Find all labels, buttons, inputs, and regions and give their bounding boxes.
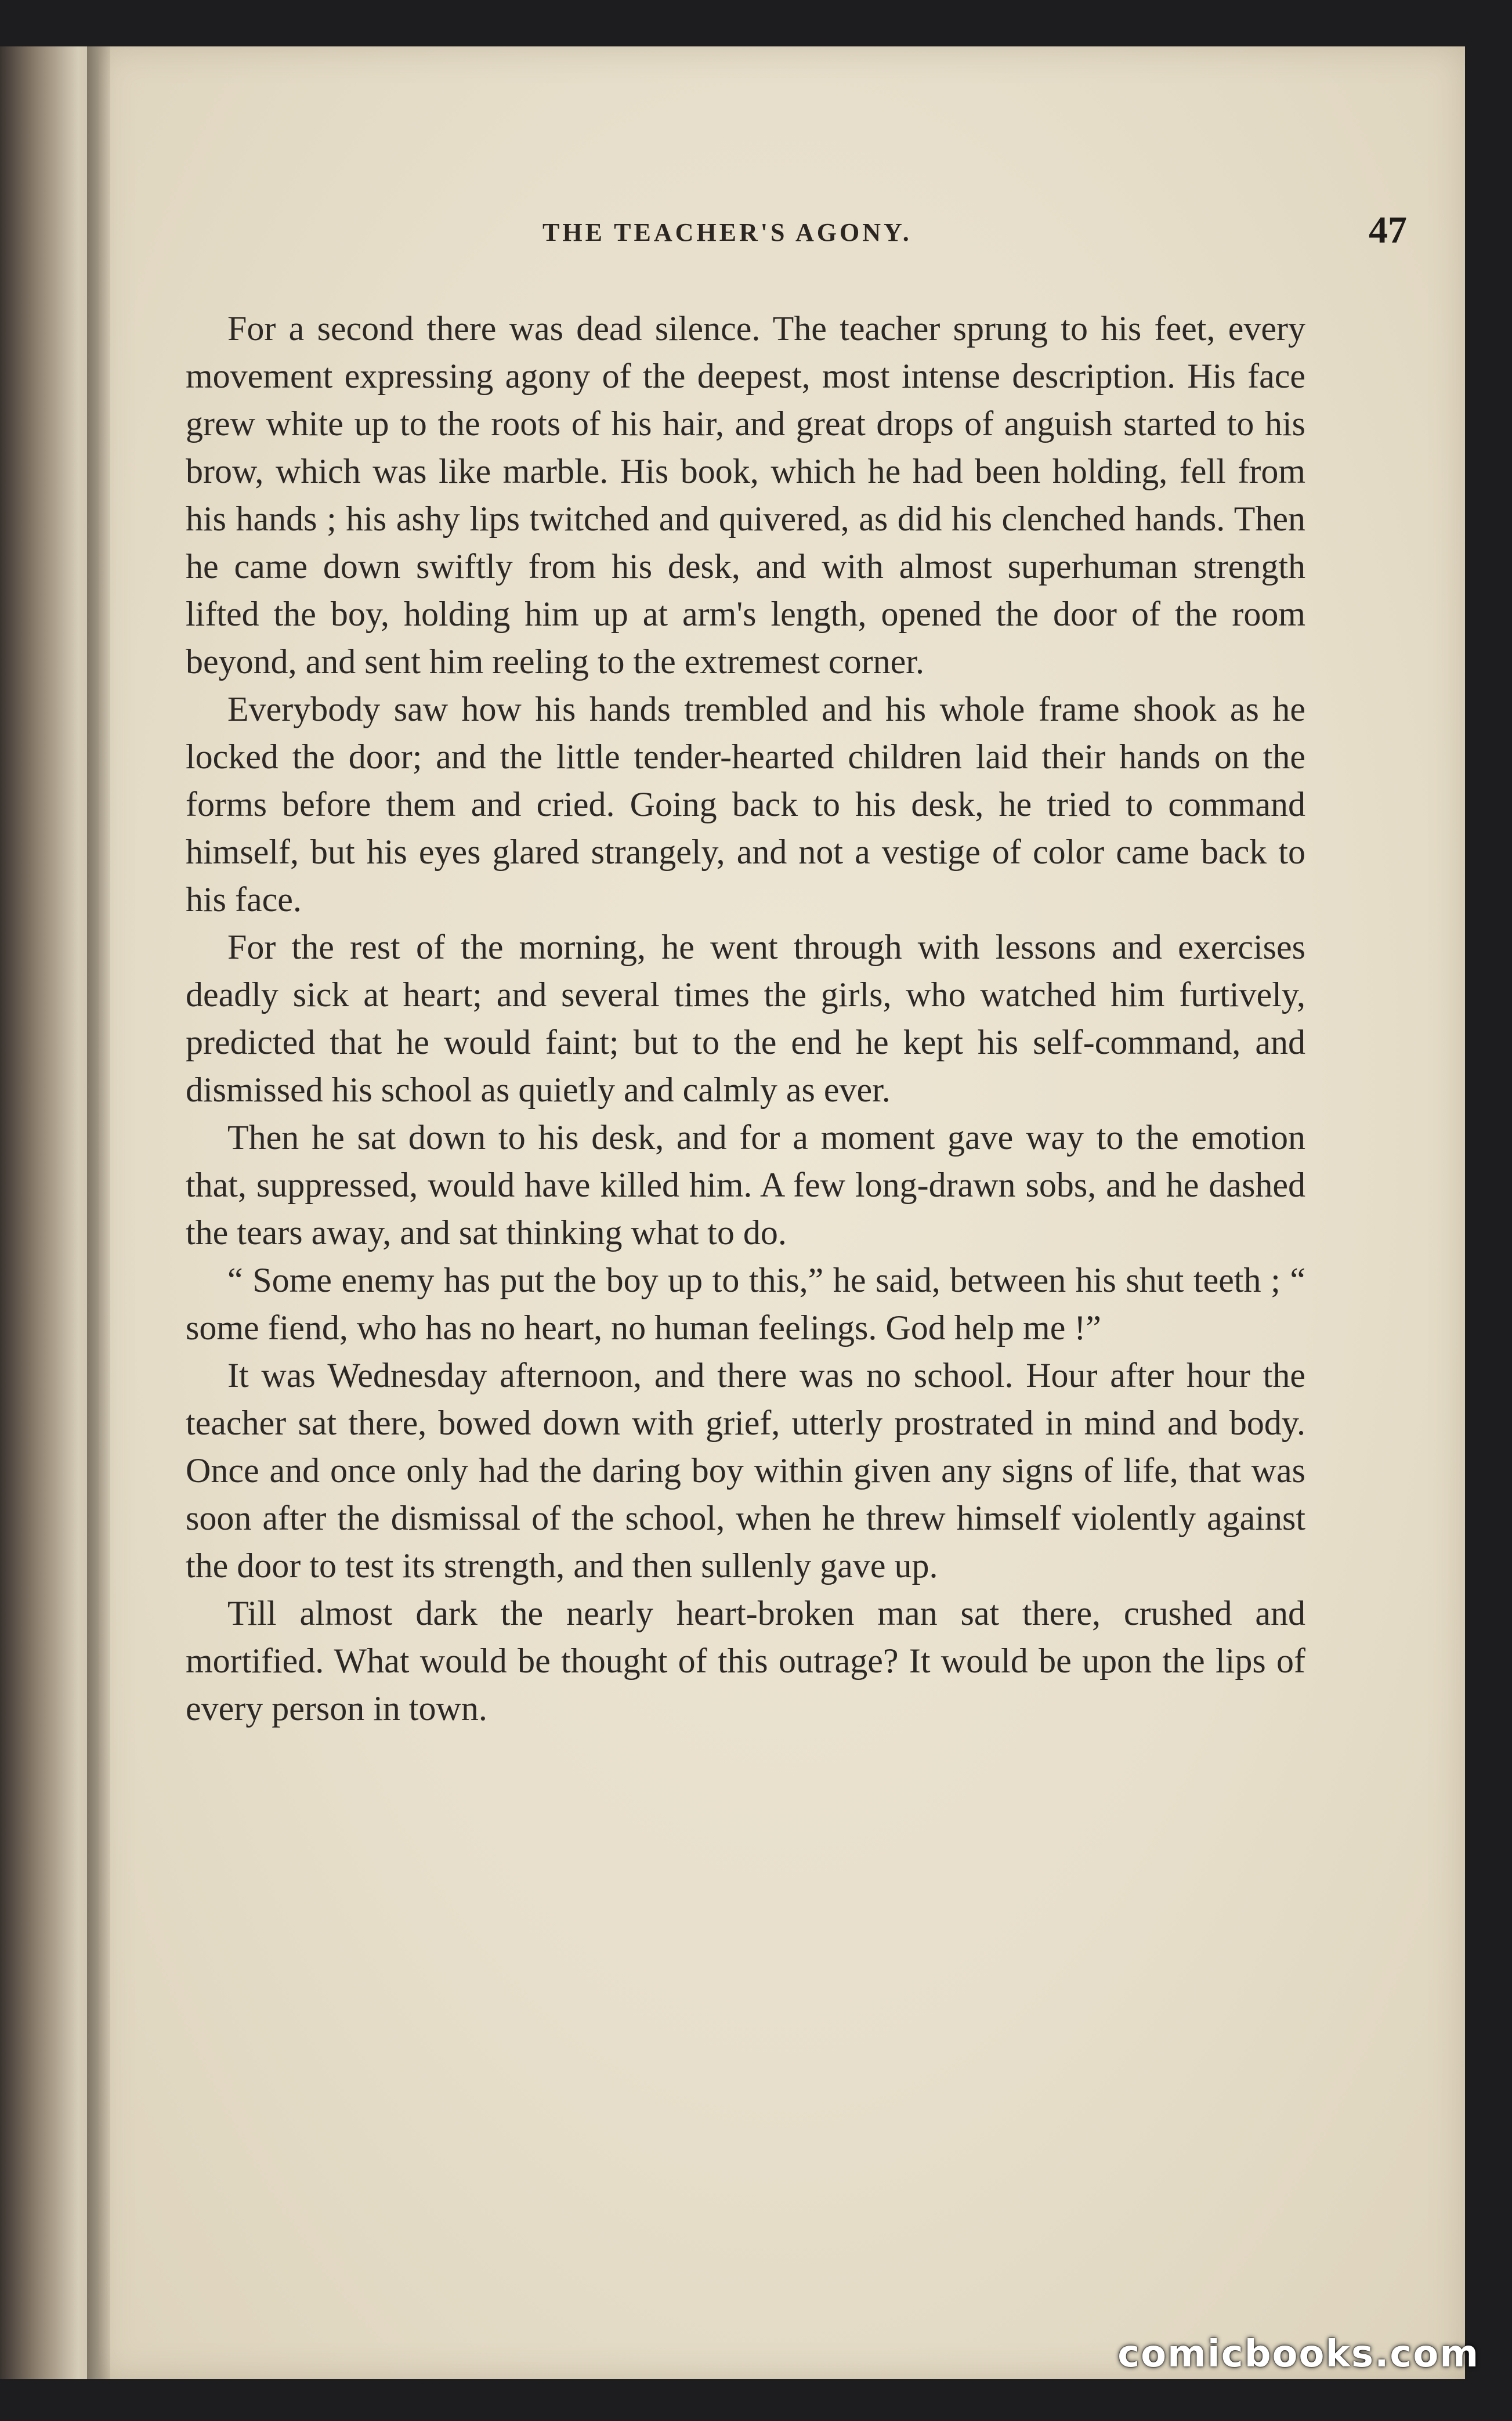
page-body	[186, 305, 1305, 1732]
paragraph: “ Some enemy has put the boy up to this,” he said, between his shut teeth ; “ some fiend, who has no heart, no human feelings. God help me !”	[186, 1261, 1305, 1347]
running-head: THE TEACHER'S AGONY.	[542, 218, 912, 247]
site-watermark: comicbooks.com	[1117, 2333, 1480, 2376]
paragraph: Till almost dark the nearly heart-broken man sat there, crushed and mortified. What would be thought of this outrage? It would be upon the lips of every person in town.	[186, 1594, 1305, 1728]
paragraph: It was Wednesday afternoon, and there was no school. Hour after hour the teacher sat there, bowed down with grief, utterly prostrated in mind and body. Once and once only had the daring boy within given any signs of life, that was soon after the dismissal of the school, when he threw himself violently against the door to test its strength, and then sullenly gave up.	[186, 1356, 1305, 1585]
page-header	[99, 165, 1465, 251]
page-number: 47	[1369, 209, 1407, 251]
paragraph: Everybody saw how his hands trembled and his whole frame shook as he locked the door; and the little tender-hearted children laid their hands on the forms before them and cried. Going back to his desk, he tried to command himself, but his eyes glared strangely, and not a vestige of color came back to his face.	[186, 690, 1305, 919]
paragraph: For the rest of the morning, he went through with lessons and exercises deadly sick at heart; and several times the girls, who watched him furtively, predicted that he would faint; but to the end he kept his self-command, and dismissed his school as quietly and calmly as ever.	[186, 928, 1305, 1109]
book-page	[99, 46, 1465, 2379]
paragraph: For a second there was dead silence. The teacher sprung to his feet, every movement expressing agony of the deepest, most intense description. His face grew white up to the roots of his hair, and great drops of anguish started to his brow, which was like marble. His book, which he had been holding, fell from his hands ; his ashy lips twitched and quivered, as did his clenched hands. Then he came down swiftly from his desk, and with almost superhuman strength lifted the boy, holding him up at arm's length, opened the door of the room beyond, and sent him reeling to the extremest corner.	[186, 309, 1305, 681]
page-gutter-shadow	[87, 46, 110, 2379]
paragraph: Then he sat down to his desk, and for a moment gave way to the emotion that, suppressed, would have killed him. A few long-drawn sobs, and he dashed the tears away, and sat thinking what to do.	[186, 1118, 1305, 1252]
